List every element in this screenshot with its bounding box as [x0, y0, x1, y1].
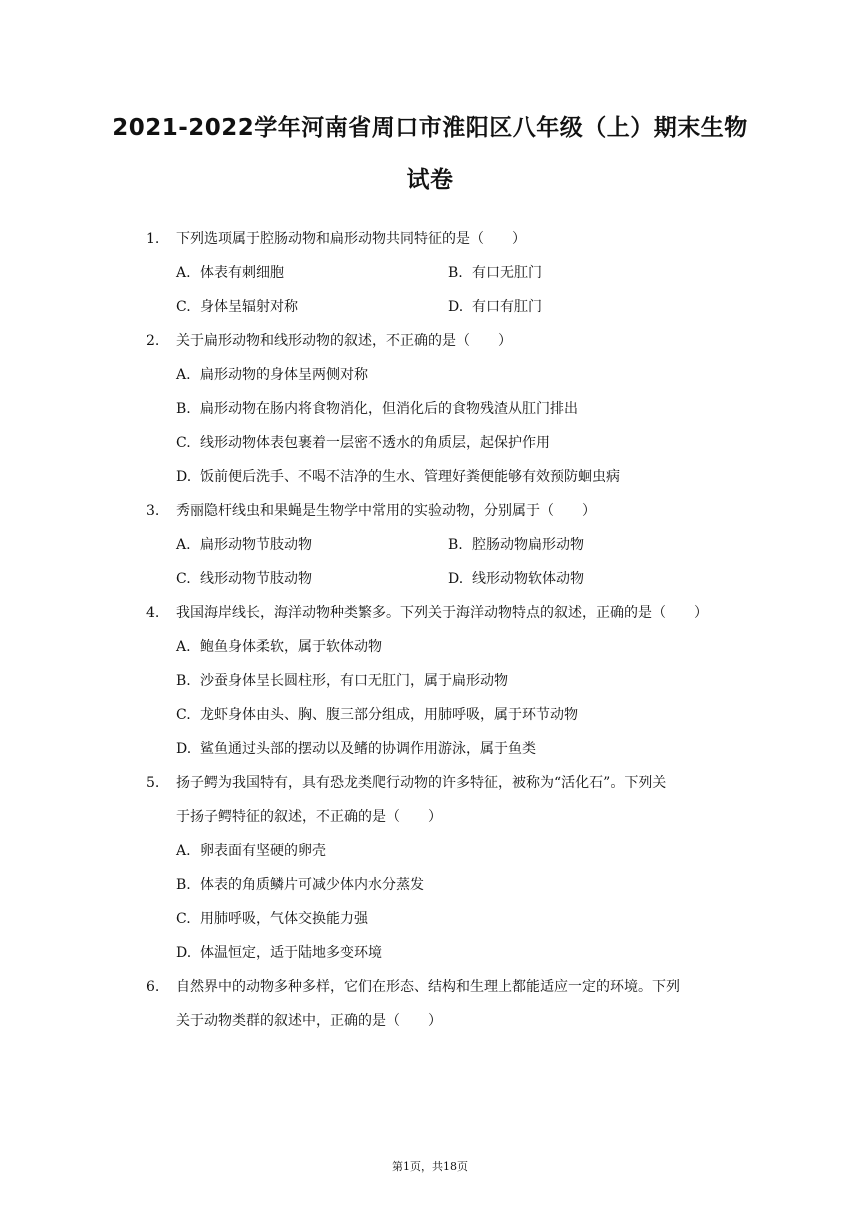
option-text: 线形动物节肢动物 — [200, 571, 312, 587]
option-text: 体表有刺细胞 — [200, 265, 284, 281]
option-letter: A. — [176, 843, 191, 859]
option-row — [0, 868, 860, 902]
question-text: 于扬子鳄特征的叙述，不正确的是（ ） — [176, 809, 442, 825]
option-row — [0, 562, 860, 596]
question-5 — [0, 766, 860, 970]
option-row — [0, 936, 860, 970]
question-text: 关于动物类群的叙述中，正确的是（ ） — [176, 1013, 442, 1029]
option-text: 卵表面有坚硬的卵壳 — [200, 843, 326, 859]
question-number: 5. — [146, 775, 160, 791]
option-letter: D. — [176, 469, 192, 485]
option-letter: C. — [176, 911, 191, 927]
question-number: 6. — [146, 979, 160, 995]
answer-option-b[interactable] — [176, 868, 424, 902]
question-stem-line — [0, 1004, 860, 1038]
option-text: 腔肠动物扁形动物 — [472, 537, 584, 553]
page-footer: 第1页，共18页 — [392, 1160, 468, 1173]
answer-option-c[interactable] — [176, 426, 550, 460]
answer-option-b[interactable] — [176, 664, 508, 698]
option-letter: D. — [448, 571, 464, 587]
option-row — [0, 290, 860, 324]
option-text: 有口有肛门 — [472, 299, 542, 315]
option-text: 龙虾身体由头、胸、腹三部分组成，用肺呼吸，属于环节动物 — [200, 707, 578, 723]
option-letter: D. — [176, 945, 192, 961]
option-text: 体表的角质鳞片可减少体内水分蒸发 — [200, 877, 424, 893]
option-text: 扁形动物节肢动物 — [200, 537, 312, 553]
answer-option-b[interactable] — [448, 256, 542, 290]
option-letter: D. — [176, 741, 192, 757]
option-letter: A. — [176, 367, 191, 383]
option-letter: A. — [176, 639, 191, 655]
option-text: 扁形动物的身体呈两侧对称 — [200, 367, 368, 383]
option-text: 沙蚕身体呈长圆柱形，有口无肛门，属于扁形动物 — [200, 673, 508, 689]
option-letter: D. — [448, 299, 464, 315]
option-row — [0, 460, 860, 494]
answer-option-a[interactable] — [176, 834, 326, 868]
option-letter: B. — [176, 673, 191, 689]
option-letter: B. — [176, 877, 191, 893]
answer-option-a[interactable] — [176, 630, 382, 664]
option-text: 用肺呼吸，气体交换能力强 — [200, 911, 368, 927]
answer-option-d[interactable] — [448, 290, 542, 324]
question-stem-line — [0, 800, 860, 834]
question-stem-line — [0, 324, 860, 358]
answer-option-c[interactable] — [176, 698, 578, 732]
question-number: 3. — [146, 503, 160, 519]
answer-option-c[interactable] — [176, 902, 368, 936]
question-stem-line — [0, 970, 860, 1004]
option-row — [0, 392, 860, 426]
answer-option-c[interactable] — [176, 290, 298, 324]
page-title: 2021-2022学年河南省周口市淮阳区八年级（上）期末生物试卷 — [112, 115, 748, 193]
question-1 — [0, 222, 860, 324]
option-letter: C. — [176, 299, 191, 315]
answer-option-d[interactable] — [176, 936, 382, 970]
option-row — [0, 256, 860, 290]
option-letter: C. — [176, 571, 191, 587]
question-stem-line — [0, 494, 860, 528]
answer-option-b[interactable] — [448, 528, 584, 562]
answer-option-a[interactable] — [176, 528, 312, 562]
question-text: 下列选项属于腔肠动物和扁形动物共同特征的是（ ） — [176, 231, 526, 247]
option-letter: B. — [448, 537, 463, 553]
option-row — [0, 664, 860, 698]
answer-option-d[interactable] — [176, 460, 620, 494]
option-letter: A. — [176, 265, 191, 281]
option-text: 线形动物体表包裹着一层密不透水的角质层，起保护作用 — [200, 435, 550, 451]
question-text: 自然界中的动物多种多样，它们在形态、结构和生理上都能适应一定的环境。下列 — [176, 979, 680, 995]
option-row — [0, 732, 860, 766]
answer-option-b[interactable] — [176, 392, 578, 426]
option-row — [0, 698, 860, 732]
question-text: 我国海岸线长，海洋动物种类繁多。下列关于海洋动物特点的叙述，正确的是（ ） — [176, 605, 708, 621]
question-stem-line — [0, 766, 860, 800]
question-2 — [0, 324, 860, 494]
answer-option-a[interactable] — [176, 358, 368, 392]
answer-option-c[interactable] — [176, 562, 312, 596]
option-row — [0, 426, 860, 460]
question-6 — [0, 970, 860, 1038]
option-row — [0, 834, 860, 868]
option-letter: C. — [176, 707, 191, 723]
question-text: 扬子鳄为我国特有，具有恐龙类爬行动物的许多特征，被称为“活化石”。下列关 — [176, 775, 667, 791]
option-text: 扁形动物在肠内将食物消化，但消化后的食物残渣从肛门排出 — [200, 401, 578, 417]
question-stem-line — [0, 222, 860, 256]
option-row — [0, 358, 860, 392]
option-text: 鲍鱼身体柔软，属于软体动物 — [200, 639, 382, 655]
answer-option-d[interactable] — [448, 562, 584, 596]
option-row — [0, 630, 860, 664]
option-row — [0, 902, 860, 936]
option-letter: B. — [448, 265, 463, 281]
option-text: 线形动物软体动物 — [472, 571, 584, 587]
answer-option-a[interactable] — [176, 256, 284, 290]
question-number: 1. — [146, 231, 160, 247]
option-row — [0, 528, 860, 562]
option-text: 体温恒定，适于陆地多变环境 — [200, 945, 382, 961]
question-text: 秀丽隐杆线虫和果蝇是生物学中常用的实验动物，分别属于（ ） — [176, 503, 596, 519]
option-text: 鲨鱼通过头部的摆动以及鳍的协调作用游泳，属于鱼类 — [200, 741, 536, 757]
question-4 — [0, 596, 860, 766]
question-3 — [0, 494, 860, 596]
question-number: 2. — [146, 333, 160, 349]
option-text: 身体呈辐射对称 — [200, 299, 298, 315]
option-text: 有口无肛门 — [472, 265, 542, 281]
answer-option-d[interactable] — [176, 732, 536, 766]
option-letter: A. — [176, 537, 191, 553]
option-text: 饭前便后洗手、不喝不洁净的生水、管理好粪便能够有效预防蛔虫病 — [200, 469, 620, 485]
option-letter: B. — [176, 401, 191, 417]
question-number: 4. — [146, 605, 160, 621]
question-stem-line — [0, 596, 860, 630]
option-letter: C. — [176, 435, 191, 451]
question-text: 关于扁形动物和线形动物的叙述，不正确的是（ ） — [176, 333, 512, 349]
